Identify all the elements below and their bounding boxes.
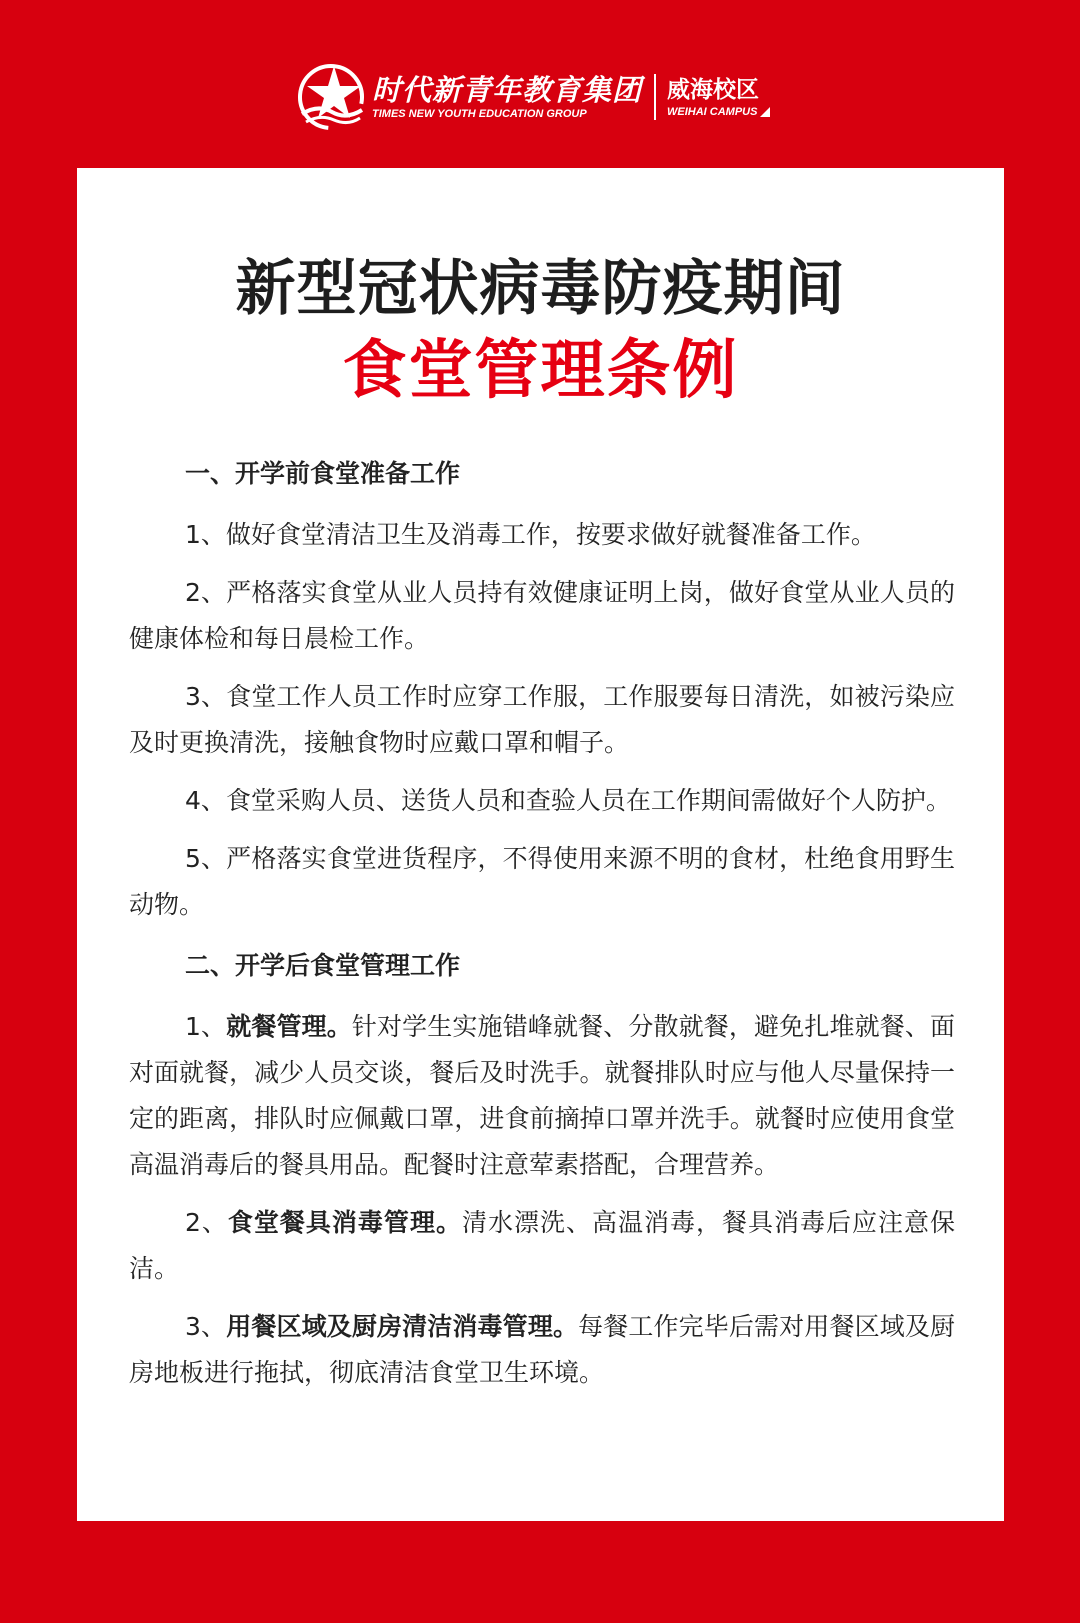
section-heading-2: 二、开学后食堂管理工作: [185, 951, 461, 980]
section2-item-2: [129, 1200, 955, 1292]
item-text: 针对学生实施错峰就餐、分散就餐，避免扎堆就餐、面对面就餐，减少人员交谈，餐后及时洗手。就餐排队时应与他人尽量保持一定的距离，排队时应佩戴口罩，进食前摘掉口罩并洗手。就餐时应使用食堂高温消毒后的餐具用品。配餐时注意荤素搭配，合理营养。: [129, 1012, 955, 1179]
header: [0, 0, 1080, 168]
section1-item-4: 4、食堂采购人员、送货人员和查验人员在工作期间需做好个人防护。: [185, 786, 951, 815]
item-lead: 就餐管理。: [226, 1012, 352, 1041]
page-subtitle: 食堂管理条例: [342, 334, 739, 408]
logo-chinese-name: 时代新青年教育集团: [372, 73, 643, 107]
brand-logo: [296, 60, 770, 134]
item-number: 2、: [185, 1208, 228, 1237]
logo-english-name: TIMES NEW YOUTH EDUCATION GROUP: [372, 108, 587, 120]
section1-item-3: 3、食堂工作人员工作时应穿工作服，工作服要每日清洗，如被污染应及时更换清洗，接触食物时应戴口罩和帽子。: [129, 682, 955, 757]
item-text: 每餐工作完毕后需对用餐区域及厨房地板进行拖拭，彻底清洁食堂卫生环境。: [129, 1312, 955, 1387]
section2-item-3: [129, 1304, 955, 1396]
campus-english-text: WEIHAI CAMPUS: [667, 106, 758, 118]
campus-label: [667, 75, 770, 119]
section1-item-5: 5、严格落实食堂进货程序，不得使用来源不明的食材，杜绝食用野生动物。: [129, 844, 955, 919]
section-heading-1: 一、开学前食堂准备工作: [185, 459, 461, 488]
page-title: 新型冠状病毒防疫期间: [235, 254, 846, 324]
corner-triangle-icon: [760, 107, 770, 117]
logo-divider: [654, 74, 656, 120]
item-number: 3、: [185, 1312, 227, 1341]
logo-text: [372, 73, 642, 121]
campus-chinese-name: 威海校区: [667, 77, 760, 103]
notice-content: [129, 458, 955, 1408]
section1-item-1: 1、做好食堂清洁卫生及消毒工作，按要求做好就餐准备工作。: [185, 520, 876, 549]
item-lead: 用餐区域及厨房清洁消毒管理。: [226, 1312, 579, 1341]
section2-item-1: [129, 1004, 955, 1188]
item-number: 1、: [185, 1012, 227, 1041]
section1-item-2: 2、严格落实食堂从业人员持有效健康证明上岗，做好食堂从业人员的健康体检和每日晨检工作。: [129, 578, 955, 653]
notice-card: [77, 168, 1004, 1521]
star-with-wave-icon: [296, 62, 366, 132]
item-lead: 食堂餐具消毒管理。: [227, 1208, 462, 1237]
campus-english-name: [667, 105, 770, 119]
item-text: 清水漂洗、高温消毒，餐具消毒后应注意保洁。: [129, 1208, 955, 1283]
